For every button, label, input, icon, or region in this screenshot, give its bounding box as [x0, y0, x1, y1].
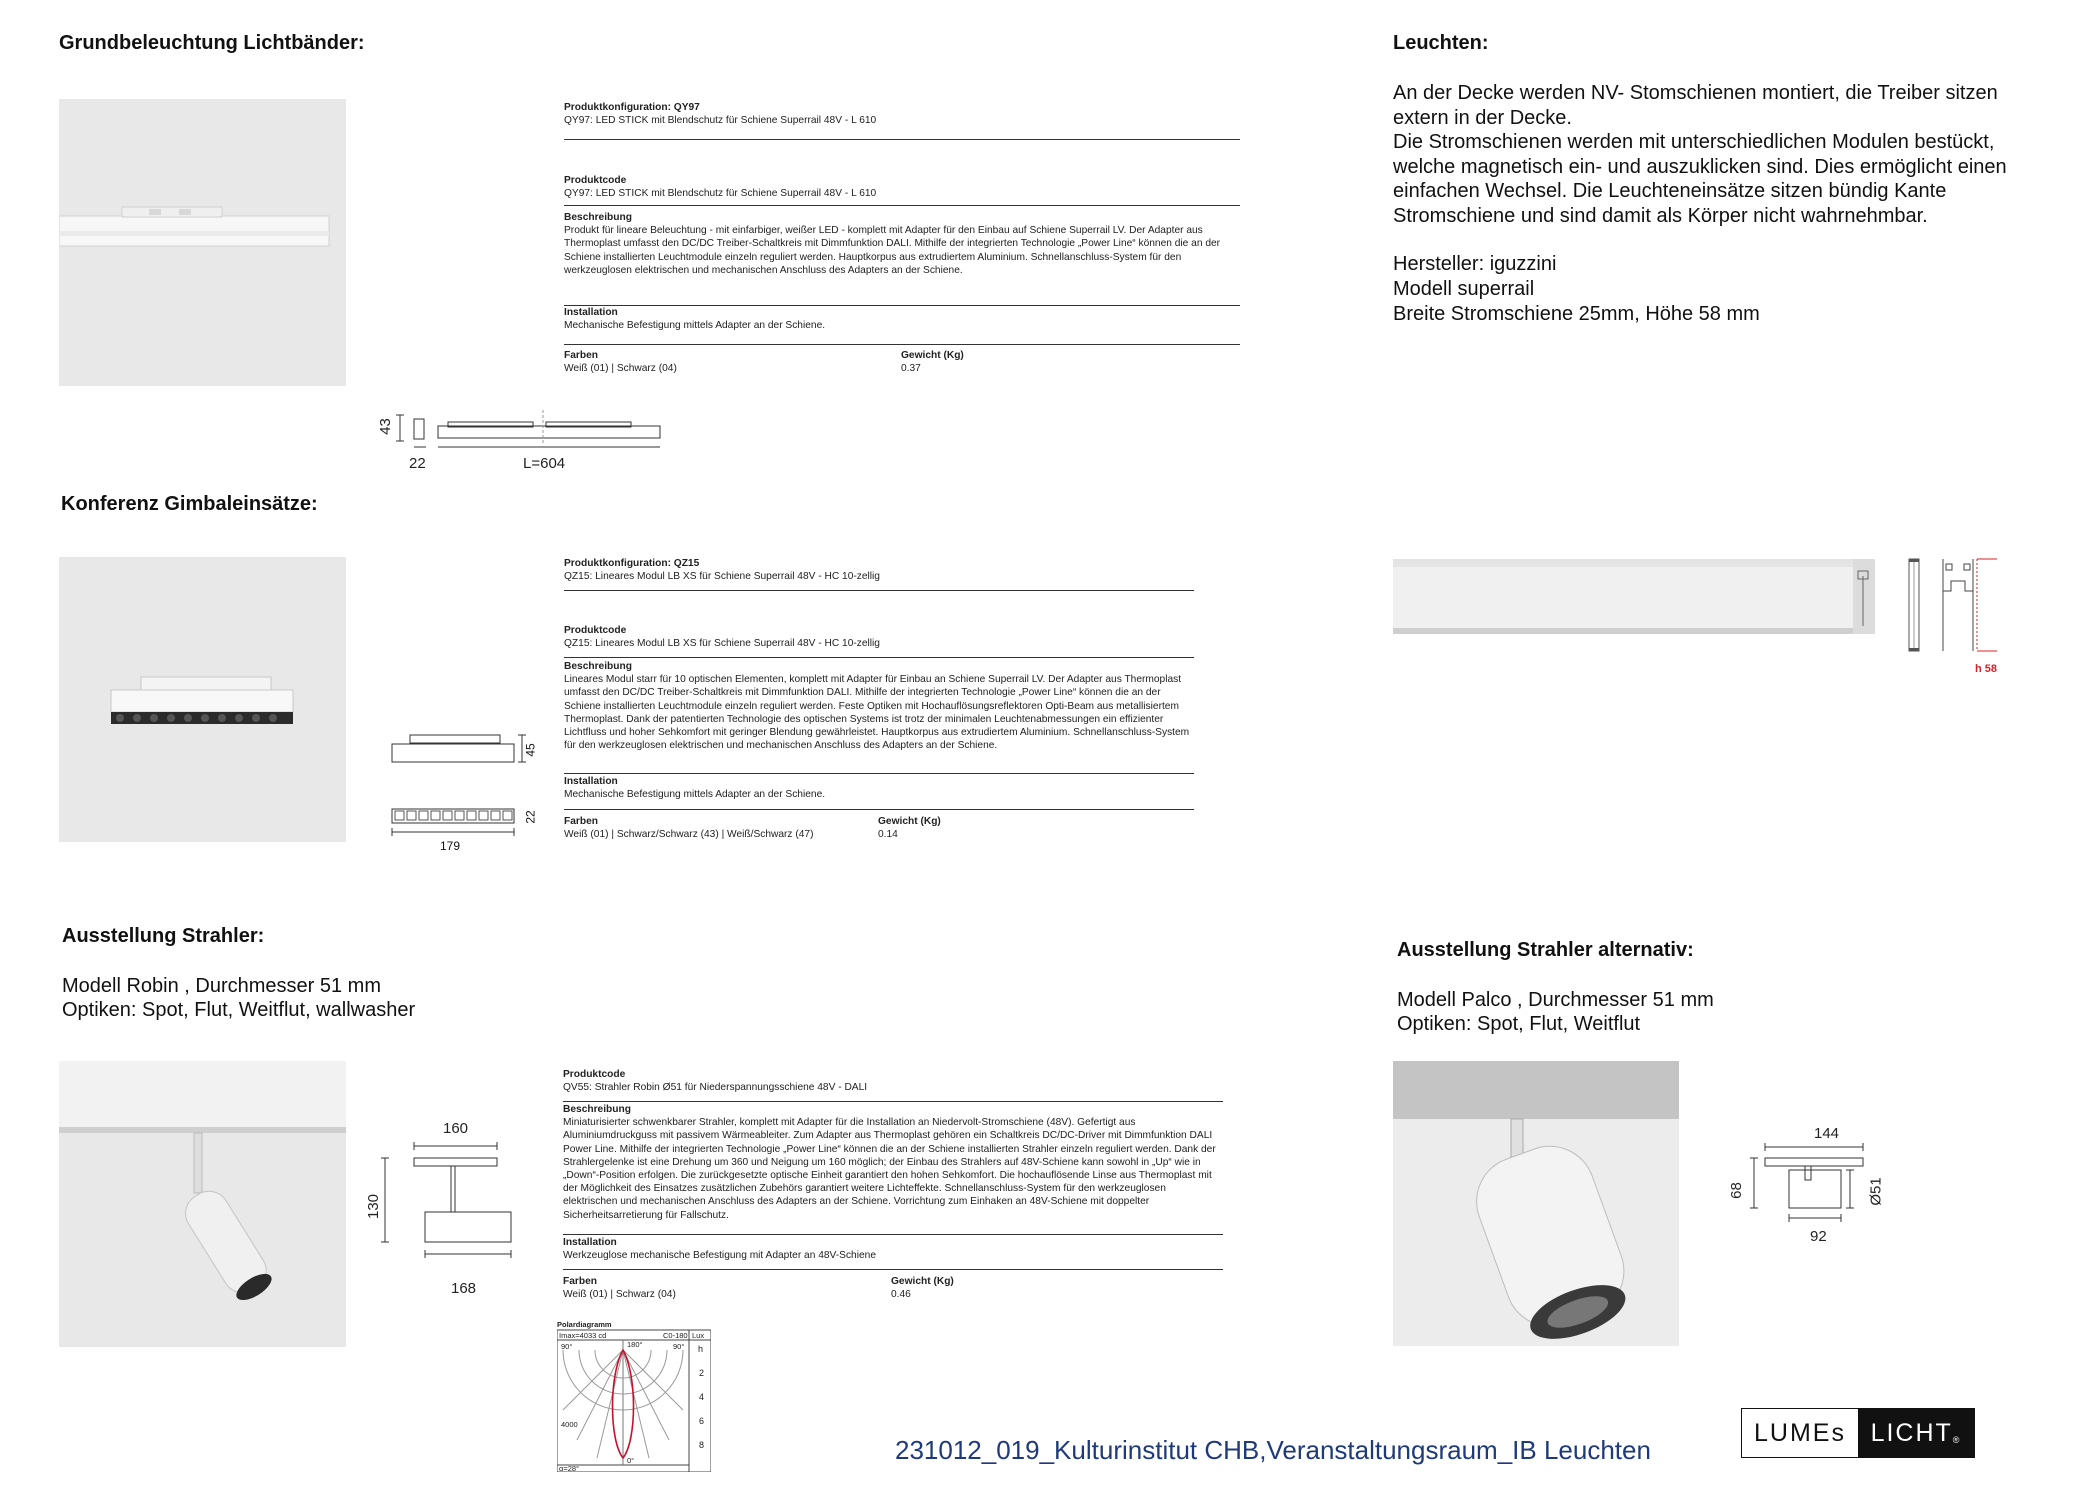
dim-top: 144: [1814, 1125, 1840, 1142]
code-label: Produktcode: [564, 175, 627, 186]
logo-registered-mark: ®: [1952, 1435, 1962, 1445]
section2-colors: [564, 815, 864, 841]
code-label: Produktcode: [563, 1069, 626, 1080]
config-value: QZ15: Lineares Modul LB XS für Schiene Superrail 48V - HC 10-zellig: [564, 571, 880, 583]
logo-right: [1858, 1409, 1974, 1457]
section2-weight: [878, 815, 1078, 841]
section2-heading: Konferenz Gimbaleinsätze:: [61, 493, 318, 515]
code-value: QZ15: Lineares Modul LB XS für Schiene Superrail 48V - HC 10-zellig: [564, 638, 880, 650]
colors-value: Weiß (01) | Schwarz (04): [564, 363, 677, 375]
section1-installation: [564, 306, 1240, 332]
document-title: 231012_019_Kulturinstitut CHB,Veranstaltungsraum_IB Leuchten: [895, 1435, 1651, 1465]
code-value: QY97: LED STICK mit Blendschutz für Schiene Superrail 48V - L 610: [564, 188, 877, 200]
divider: [564, 657, 1194, 658]
divider: [564, 344, 1240, 345]
desc-label: Beschreibung: [564, 661, 632, 672]
colors-label: Farben: [563, 1276, 597, 1287]
weight-label: Gewicht (Kg): [901, 350, 964, 361]
rail-dimensions: Breite Stromschiene 25mm, Höhe 58 mm: [1393, 303, 1760, 325]
dim-height: 68: [1727, 1182, 1745, 1199]
section3-weight: [891, 1275, 1091, 1301]
leuchten-paragraph: An der Decke werden NV- Stomschienen montiert, die Treiber sitzen extern in der Decke. Die Stromschienen werden mit unterschiedlichen Modulen bestückt, welche magnetisch ein- und auszuklicken sind. Dies ermöglicht einen einfachen Wechsel. Die Leuchteneinsätze sitzen bündig Kante Stromschiene und sind damit als Körper nicht wahrnehmbar.: [1393, 82, 2007, 227]
dim-bottom: 92: [1810, 1228, 1827, 1245]
section2-description: [564, 660, 1194, 752]
linear-module-photo: [59, 557, 346, 842]
colors-label: Farben: [564, 816, 598, 827]
config-label: Produktkonfiguration: QZ15: [564, 558, 700, 569]
polar-col-h: h: [698, 1344, 704, 1354]
polar-row: 6: [699, 1416, 705, 1426]
dim-width: 22: [523, 810, 538, 824]
dim-height: 130: [365, 1193, 383, 1220]
colors-label: Farben: [564, 350, 598, 361]
polar-plane: C0-180: [663, 1331, 688, 1340]
polar-row: 2: [699, 1368, 705, 1378]
leuchten-heading: Leuchten:: [1393, 32, 1489, 54]
install-label: Installation: [563, 1237, 617, 1248]
divider: [563, 1269, 1223, 1270]
install-label: Installation: [564, 307, 618, 318]
section2-config: [564, 557, 1194, 583]
section4-model: Modell Palco , Durchmesser 51 mm: [1397, 989, 1714, 1011]
colors-value: Weiß (01) | Schwarz/Schwarz (43) | Weiß/Schwarz (47): [564, 829, 814, 841]
polar-title: Polardiagramm: [557, 1320, 612, 1329]
divider: [564, 773, 1194, 774]
section1-description: [564, 211, 1240, 277]
dim-width: 22: [409, 455, 426, 472]
logo-left: LUMEs: [1742, 1409, 1858, 1457]
desc-value: Lineares Modul starr für 10 optischen Elementen, komplett mit Adapter für Einbau an Schiene Superrail LV. Der Adapter aus Thermoplast umfasst den DC/DC Treiber-Schaltkreis mit Dimmfunktion DALI. Mithilfe der integrierten Technologie „Power Line“ können die an der Schiene installierten Leuchtmodule einzeln reguliert werden. Feste Optiken mit Hochauflösungsreflektoren Opti-Beam aus metallisiertem Thermoplast. Dank der patentierten Technologie des optischen Systems ist trotz der minimalen Leuchtenabmessungen ein effizienter Lichtfluss und hoher Sehkomfort mit geringer Blendung gewährleistet. Hauptkorpus aus extrudiertem Aluminium. Schnellanschluss-System für den werkzeuglosen elektrischen und mechanischen Anschluss des Adapters an der Schiene.: [564, 674, 1190, 752]
polar-deg-right: 90°: [673, 1342, 685, 1351]
section3-colors: [563, 1275, 883, 1301]
weight-value: 0.37: [901, 363, 921, 375]
section3-code: [563, 1068, 1223, 1094]
desc-label: Beschreibung: [564, 212, 632, 223]
polar-scale: 4000: [561, 1420, 578, 1429]
divider: [564, 139, 1240, 140]
dim-diameter: Ø51: [1867, 1177, 1885, 1206]
section1-spec-sheet: [564, 101, 1240, 127]
colors-value: Weiß (01) | Schwarz (04): [563, 1289, 676, 1301]
section2-installation: [564, 775, 1194, 801]
dim-height: 45: [523, 743, 538, 757]
section3-installation: [563, 1236, 1223, 1262]
section1-weight: [901, 349, 1101, 375]
section3-description: [563, 1103, 1223, 1222]
section3-heading: Ausstellung Strahler:: [62, 925, 265, 947]
superrail-profile-image: [1393, 556, 2005, 656]
desc-value: Produkt für lineare Beleuchtung - mit einfarbiger, weißer LED - komplett mit Adapter für den Einbau auf Schiene Superrail LV. Der Adapter aus Thermoplast umfasst den DC/DC Treiber-Schaltkreis mit Dimmfunktion DALI. Mithilfe der integrierten Technologie „Power Line“ können die an der Schiene installierten Leuchtmodule einzeln reguliert werden. Hauptkorpus aus extrudiertem Aluminium. Schnellanschluss-System für den werkzeuglosen elektrischen und mechanischen Anschluss des Adapters an der Schiene.: [564, 225, 1221, 276]
section3-optics: Optiken: Spot, Flut, Weitflut, wallwasher: [62, 999, 416, 1021]
dim-length: L=604: [523, 455, 566, 472]
divider: [564, 590, 1194, 591]
polar-row: 4: [699, 1392, 705, 1402]
manufacturer: Hersteller: iguzzini: [1393, 253, 1557, 275]
dim-height: 43: [376, 418, 394, 435]
weight-value: 0.46: [891, 1289, 911, 1301]
weight-value: 0.14: [878, 829, 898, 841]
polar-deg-zero: 0°: [627, 1456, 635, 1465]
weight-label: Gewicht (Kg): [891, 1276, 954, 1287]
dim-top: 160: [443, 1120, 469, 1137]
model: Modell superrail: [1393, 278, 1535, 300]
install-value: Mechanische Befestigung mittels Adapter an der Schiene.: [564, 320, 826, 332]
divider: [564, 205, 1240, 206]
rail-height-label: h 58: [1975, 663, 1998, 675]
section1-heading: Grundbeleuchtung Lichtbänder:: [59, 32, 365, 54]
section4-optics: Optiken: Spot, Flut, Weitflut: [1397, 1013, 1641, 1035]
dim-bottom: 168: [451, 1280, 477, 1297]
install-value: Mechanische Befestigung mittels Adapter an der Schiene.: [564, 789, 826, 801]
polar-row: 8: [699, 1440, 705, 1450]
polar-diagram: [557, 1320, 711, 1472]
led-stick-photo: [59, 99, 346, 386]
polar-deg-left: 90°: [561, 1342, 573, 1351]
lumes-licht-logo: [1741, 1408, 1975, 1458]
polar-lux: Lux: [692, 1331, 705, 1340]
robin-dimension-drawing: [380, 1130, 530, 1265]
desc-value: Miniaturisierter schwenkbarer Strahler, komplett mit Adapter für die Installation an Niedervolt-Stromschiene (48V). Gefertigt aus Aluminiumdruckguss mit passivem Wärmeableiter. Zum Adapter aus Thermoplast gehören ein Schaltkreis DC/DC-Driver mit Dimmfunktion DALI Power Line. Mithilfe der integrierten Technologie „Power Line“ können die an der Schiene installierten Strahler einzeln reguliert werden. Dank der Strahlergelenke ist eine Drehung um 360 und Neigung um 160 möglich; der Einbau des Strahlers auf 48V-Schiene kann sowohl in „Up“ wie in „Down“-Position erfolgen. Die zurückgesetzte optische Einheit garantiert den hohen Sehkomfort. Die hochauflösende Linse aus Thermoplast mit der Möglichkeit des Einsatzes zusätzlichen Zubehörs garantiert weitere Lichteffekte. Schnellanschluss-System für den werkzeuglosen elektrischen und mechanischen Anschluss des Adapters an der Schiene. Vorrichtung zum Einhaken an 48V-Schiene mit doppelter Sicherheitsarretierung für Fallschutz.: [563, 1117, 1216, 1221]
config-value: QY97: LED STICK mit Blendschutz für Schiene Superrail 48V - L 610: [564, 115, 877, 127]
divider: [563, 1101, 1223, 1102]
config-label: Produktkonfiguration: QY97: [564, 102, 700, 113]
polar-alpha: α=28°: [559, 1464, 580, 1473]
polar-imax: Imax=4033 cd: [559, 1331, 607, 1340]
desc-label: Beschreibung: [563, 1104, 631, 1115]
robin-spotlight-photo: [59, 1061, 346, 1347]
code-value: QV55: Strahler Robin Ø51 für Niederspannungsschiene 48V - DALI: [563, 1082, 868, 1094]
logo-right-text: LICHT: [1870, 1418, 1953, 1447]
install-value: Werkzeuglose mechanische Befestigung mit Adapter an 48V-Schiene: [563, 1250, 876, 1262]
linear-module-dimension-drawing: [385, 730, 545, 840]
dim-length: 179: [440, 839, 461, 853]
palco-spotlight-photo: [1393, 1061, 1679, 1346]
weight-label: Gewicht (Kg): [878, 816, 941, 827]
section2-code: [564, 624, 1194, 650]
polar-deg-top: 180°: [627, 1340, 643, 1349]
section1-colors: [564, 349, 894, 375]
section1-code: [564, 174, 1240, 200]
section4-heading: Ausstellung Strahler alternativ:: [1397, 939, 1694, 961]
divider: [563, 1234, 1223, 1235]
section3-model: Modell Robin , Durchmesser 51 mm: [62, 975, 381, 997]
install-label: Installation: [564, 776, 618, 787]
divider: [564, 809, 1194, 810]
code-label: Produktcode: [564, 625, 627, 636]
